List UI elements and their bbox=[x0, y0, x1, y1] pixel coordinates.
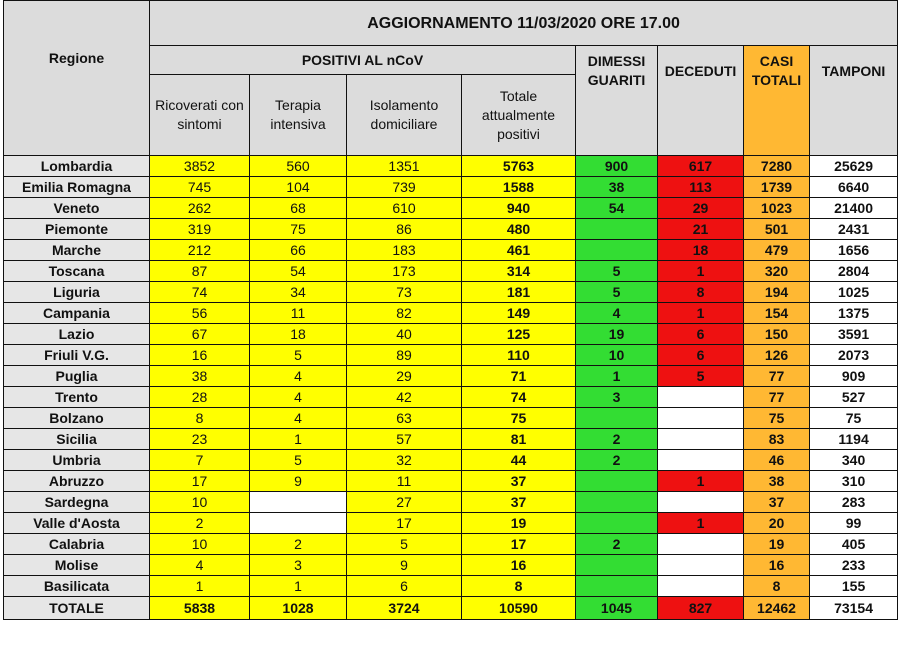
cell-isolamento: 89 bbox=[347, 345, 462, 366]
table-row bbox=[4, 303, 898, 324]
table-row bbox=[4, 555, 898, 576]
cell-tamponi: 310 bbox=[810, 471, 898, 492]
cell-casi: 320 bbox=[744, 261, 810, 282]
cell-dimessi: 900 bbox=[576, 156, 658, 177]
ricoverati-header: Ricoverati con sintomi bbox=[150, 75, 250, 156]
cell-dimessi: 2 bbox=[576, 450, 658, 471]
cell-deceduti bbox=[658, 576, 744, 597]
cell-isolamento: 32 bbox=[347, 450, 462, 471]
cell-terapia: 34 bbox=[250, 282, 347, 303]
cell-isolamento: 1351 bbox=[347, 156, 462, 177]
total-terapia: 1028 bbox=[250, 597, 347, 620]
cell-regione: Marche bbox=[4, 240, 150, 261]
cell-tamponi: 25629 bbox=[810, 156, 898, 177]
cell-ricoverati: 67 bbox=[150, 324, 250, 345]
cell-tamponi: 3591 bbox=[810, 324, 898, 345]
cell-tamponi: 405 bbox=[810, 534, 898, 555]
cell-totale: 480 bbox=[462, 219, 576, 240]
cell-dimessi bbox=[576, 240, 658, 261]
cell-ricoverati: 4 bbox=[150, 555, 250, 576]
cell-totale: 16 bbox=[462, 555, 576, 576]
table-row bbox=[4, 261, 898, 282]
cell-ricoverati: 56 bbox=[150, 303, 250, 324]
cell-regione: Lombardia bbox=[4, 156, 150, 177]
cell-dimessi: 10 bbox=[576, 345, 658, 366]
cell-deceduti bbox=[658, 555, 744, 576]
cell-tamponi: 283 bbox=[810, 492, 898, 513]
casi-header: CASI TOTALI bbox=[744, 46, 810, 156]
cell-isolamento: 5 bbox=[347, 534, 462, 555]
cell-tamponi: 1656 bbox=[810, 240, 898, 261]
cell-ricoverati: 8 bbox=[150, 408, 250, 429]
table-row bbox=[4, 576, 898, 597]
cell-deceduti bbox=[658, 408, 744, 429]
cell-dimessi: 5 bbox=[576, 261, 658, 282]
cell-deceduti: 18 bbox=[658, 240, 744, 261]
total-ricoverati: 5838 bbox=[150, 597, 250, 620]
cell-dimessi bbox=[576, 219, 658, 240]
cell-casi: 77 bbox=[744, 366, 810, 387]
total-dimessi: 1045 bbox=[576, 597, 658, 620]
total-deceduti: 827 bbox=[658, 597, 744, 620]
cell-tamponi: 6640 bbox=[810, 177, 898, 198]
regione-header: Regione bbox=[4, 1, 150, 156]
cell-casi: 150 bbox=[744, 324, 810, 345]
cell-terapia: 2 bbox=[250, 534, 347, 555]
cell-regione: Bolzano bbox=[4, 408, 150, 429]
cell-totale: 5763 bbox=[462, 156, 576, 177]
cell-ricoverati: 10 bbox=[150, 492, 250, 513]
cell-tamponi: 21400 bbox=[810, 198, 898, 219]
cell-terapia bbox=[250, 513, 347, 534]
cell-dimessi: 3 bbox=[576, 387, 658, 408]
cell-regione: Piemonte bbox=[4, 219, 150, 240]
cell-deceduti bbox=[658, 492, 744, 513]
cell-dimessi: 2 bbox=[576, 429, 658, 450]
cell-casi: 38 bbox=[744, 471, 810, 492]
cell-tamponi: 2073 bbox=[810, 345, 898, 366]
table-row bbox=[4, 387, 898, 408]
cell-terapia: 9 bbox=[250, 471, 347, 492]
cell-terapia: 75 bbox=[250, 219, 347, 240]
cell-deceduti: 6 bbox=[658, 324, 744, 345]
table-row bbox=[4, 513, 898, 534]
cell-casi: 19 bbox=[744, 534, 810, 555]
table-row bbox=[4, 471, 898, 492]
table-row bbox=[4, 408, 898, 429]
cell-regione: Sicilia bbox=[4, 429, 150, 450]
cell-isolamento: 29 bbox=[347, 366, 462, 387]
cell-tamponi: 155 bbox=[810, 576, 898, 597]
cell-totale: 461 bbox=[462, 240, 576, 261]
cell-dimessi bbox=[576, 576, 658, 597]
cell-terapia: 3 bbox=[250, 555, 347, 576]
cell-regione: Liguria bbox=[4, 282, 150, 303]
cell-deceduti: 8 bbox=[658, 282, 744, 303]
cell-casi: 37 bbox=[744, 492, 810, 513]
cell-dimessi bbox=[576, 492, 658, 513]
cell-terapia: 5 bbox=[250, 345, 347, 366]
table-row bbox=[4, 282, 898, 303]
table-row bbox=[4, 534, 898, 555]
cell-totale: 940 bbox=[462, 198, 576, 219]
table-row bbox=[4, 198, 898, 219]
cell-casi: 20 bbox=[744, 513, 810, 534]
cell-deceduti: 1 bbox=[658, 261, 744, 282]
cell-casi: 7280 bbox=[744, 156, 810, 177]
cell-ricoverati: 262 bbox=[150, 198, 250, 219]
cell-tamponi: 527 bbox=[810, 387, 898, 408]
cell-regione: Toscana bbox=[4, 261, 150, 282]
cell-casi: 194 bbox=[744, 282, 810, 303]
cell-tamponi: 909 bbox=[810, 366, 898, 387]
cell-regione: Calabria bbox=[4, 534, 150, 555]
cell-isolamento: 27 bbox=[347, 492, 462, 513]
table-row bbox=[4, 429, 898, 450]
table-row bbox=[4, 219, 898, 240]
cell-regione: Trento bbox=[4, 387, 150, 408]
cell-ricoverati: 87 bbox=[150, 261, 250, 282]
cell-ricoverati: 3852 bbox=[150, 156, 250, 177]
cell-regione: Sardegna bbox=[4, 492, 150, 513]
table-row bbox=[4, 177, 898, 198]
cell-regione: Molise bbox=[4, 555, 150, 576]
cell-terapia: 54 bbox=[250, 261, 347, 282]
cell-totale: 17 bbox=[462, 534, 576, 555]
cell-terapia: 18 bbox=[250, 324, 347, 345]
positivi-group-header: POSITIVI AL nCoV bbox=[150, 46, 576, 75]
cell-terapia: 5 bbox=[250, 450, 347, 471]
cell-regione: Umbria bbox=[4, 450, 150, 471]
terapia-header: Terapia intensiva bbox=[250, 75, 347, 156]
totale-positivi-header: Totale attualmente positivi bbox=[462, 75, 576, 156]
cell-isolamento: 82 bbox=[347, 303, 462, 324]
cell-casi: 83 bbox=[744, 429, 810, 450]
cell-casi: 1023 bbox=[744, 198, 810, 219]
table-row bbox=[4, 156, 898, 177]
cell-isolamento: 183 bbox=[347, 240, 462, 261]
cell-tamponi: 99 bbox=[810, 513, 898, 534]
cell-casi: 16 bbox=[744, 555, 810, 576]
cell-isolamento: 63 bbox=[347, 408, 462, 429]
cell-deceduti: 6 bbox=[658, 345, 744, 366]
cell-dimessi: 19 bbox=[576, 324, 658, 345]
cell-casi: 8 bbox=[744, 576, 810, 597]
table-row bbox=[4, 240, 898, 261]
totals-row bbox=[4, 597, 898, 620]
cell-tamponi: 1375 bbox=[810, 303, 898, 324]
cell-deceduti: 1 bbox=[658, 471, 744, 492]
isolamento-header: Isolamento domiciliare bbox=[347, 75, 462, 156]
cell-ricoverati: 319 bbox=[150, 219, 250, 240]
cell-totale: 8 bbox=[462, 576, 576, 597]
cell-dimessi bbox=[576, 513, 658, 534]
cell-regione: Lazio bbox=[4, 324, 150, 345]
cell-dimessi: 1 bbox=[576, 366, 658, 387]
cell-regione: Basilicata bbox=[4, 576, 150, 597]
cell-totale: 71 bbox=[462, 366, 576, 387]
cell-dimessi: 4 bbox=[576, 303, 658, 324]
cell-dimessi bbox=[576, 555, 658, 576]
covid-report-table bbox=[3, 0, 898, 620]
cell-totale: 75 bbox=[462, 408, 576, 429]
cell-terapia: 11 bbox=[250, 303, 347, 324]
cell-totale: 181 bbox=[462, 282, 576, 303]
cell-tamponi: 340 bbox=[810, 450, 898, 471]
total-isolamento: 3724 bbox=[347, 597, 462, 620]
cell-terapia: 1 bbox=[250, 576, 347, 597]
cell-regione: Puglia bbox=[4, 366, 150, 387]
cell-isolamento: 57 bbox=[347, 429, 462, 450]
cell-terapia: 1 bbox=[250, 429, 347, 450]
cell-totale: 74 bbox=[462, 387, 576, 408]
cell-deceduti bbox=[658, 429, 744, 450]
page-title: AGGIORNAMENTO 11/03/2020 ORE 17.00 bbox=[150, 1, 898, 46]
dimessi-header: DIMESSI GUARITI bbox=[576, 46, 658, 156]
cell-deceduti bbox=[658, 534, 744, 555]
cell-dimessi: 54 bbox=[576, 198, 658, 219]
cell-dimessi: 2 bbox=[576, 534, 658, 555]
cell-isolamento: 17 bbox=[347, 513, 462, 534]
cell-casi: 75 bbox=[744, 408, 810, 429]
table-row bbox=[4, 492, 898, 513]
cell-regione: Campania bbox=[4, 303, 150, 324]
cell-deceduti: 21 bbox=[658, 219, 744, 240]
cell-ricoverati: 2 bbox=[150, 513, 250, 534]
cell-totale: 125 bbox=[462, 324, 576, 345]
cell-ricoverati: 16 bbox=[150, 345, 250, 366]
cell-tamponi: 75 bbox=[810, 408, 898, 429]
cell-deceduti: 5 bbox=[658, 366, 744, 387]
cell-tamponi: 1194 bbox=[810, 429, 898, 450]
cell-ricoverati: 74 bbox=[150, 282, 250, 303]
cell-ricoverati: 7 bbox=[150, 450, 250, 471]
cell-isolamento: 73 bbox=[347, 282, 462, 303]
cell-deceduti: 29 bbox=[658, 198, 744, 219]
cell-isolamento: 173 bbox=[347, 261, 462, 282]
cell-terapia: 4 bbox=[250, 387, 347, 408]
total-totale: 10590 bbox=[462, 597, 576, 620]
cell-terapia: 66 bbox=[250, 240, 347, 261]
cell-terapia: 68 bbox=[250, 198, 347, 219]
cell-totale: 44 bbox=[462, 450, 576, 471]
cell-dimessi: 38 bbox=[576, 177, 658, 198]
cell-totale: 81 bbox=[462, 429, 576, 450]
cell-ricoverati: 28 bbox=[150, 387, 250, 408]
cell-regione: Friuli V.G. bbox=[4, 345, 150, 366]
cell-tamponi: 1025 bbox=[810, 282, 898, 303]
table-row bbox=[4, 345, 898, 366]
cell-isolamento: 610 bbox=[347, 198, 462, 219]
cell-deceduti: 113 bbox=[658, 177, 744, 198]
cell-deceduti: 617 bbox=[658, 156, 744, 177]
cell-regione: Emilia Romagna bbox=[4, 177, 150, 198]
cell-ricoverati: 212 bbox=[150, 240, 250, 261]
total-regione: TOTALE bbox=[4, 597, 150, 620]
total-casi: 12462 bbox=[744, 597, 810, 620]
cell-ricoverati: 38 bbox=[150, 366, 250, 387]
cell-deceduti: 1 bbox=[658, 513, 744, 534]
cell-casi: 501 bbox=[744, 219, 810, 240]
cell-dimessi: 5 bbox=[576, 282, 658, 303]
cell-totale: 19 bbox=[462, 513, 576, 534]
cell-totale: 149 bbox=[462, 303, 576, 324]
cell-totale: 37 bbox=[462, 492, 576, 513]
cell-isolamento: 739 bbox=[347, 177, 462, 198]
cell-ricoverati: 745 bbox=[150, 177, 250, 198]
cell-terapia: 104 bbox=[250, 177, 347, 198]
cell-casi: 126 bbox=[744, 345, 810, 366]
covid-report-table-container bbox=[3, 0, 897, 670]
cell-casi: 1739 bbox=[744, 177, 810, 198]
cell-isolamento: 40 bbox=[347, 324, 462, 345]
cell-terapia: 4 bbox=[250, 408, 347, 429]
cell-deceduti bbox=[658, 387, 744, 408]
table-row bbox=[4, 450, 898, 471]
cell-totale: 1588 bbox=[462, 177, 576, 198]
table-row bbox=[4, 324, 898, 345]
cell-isolamento: 86 bbox=[347, 219, 462, 240]
cell-totale: 37 bbox=[462, 471, 576, 492]
cell-casi: 77 bbox=[744, 387, 810, 408]
cell-isolamento: 6 bbox=[347, 576, 462, 597]
cell-ricoverati: 23 bbox=[150, 429, 250, 450]
cell-terapia bbox=[250, 492, 347, 513]
cell-isolamento: 11 bbox=[347, 471, 462, 492]
cell-dimessi bbox=[576, 408, 658, 429]
deceduti-header: DECEDUTI bbox=[658, 46, 744, 156]
cell-regione: Valle d'Aosta bbox=[4, 513, 150, 534]
cell-isolamento: 42 bbox=[347, 387, 462, 408]
total-tamponi: 73154 bbox=[810, 597, 898, 620]
cell-tamponi: 233 bbox=[810, 555, 898, 576]
cell-isolamento: 9 bbox=[347, 555, 462, 576]
cell-ricoverati: 17 bbox=[150, 471, 250, 492]
cell-casi: 46 bbox=[744, 450, 810, 471]
cell-tamponi: 2804 bbox=[810, 261, 898, 282]
cell-terapia: 4 bbox=[250, 366, 347, 387]
region-rows bbox=[4, 156, 898, 620]
table-row bbox=[4, 366, 898, 387]
cell-dimessi bbox=[576, 471, 658, 492]
cell-terapia: 560 bbox=[250, 156, 347, 177]
cell-tamponi: 2431 bbox=[810, 219, 898, 240]
cell-totale: 110 bbox=[462, 345, 576, 366]
cell-casi: 479 bbox=[744, 240, 810, 261]
cell-ricoverati: 1 bbox=[150, 576, 250, 597]
cell-deceduti: 1 bbox=[658, 303, 744, 324]
cell-ricoverati: 10 bbox=[150, 534, 250, 555]
cell-deceduti bbox=[658, 450, 744, 471]
tamponi-header: TAMPONI bbox=[810, 46, 898, 156]
cell-casi: 154 bbox=[744, 303, 810, 324]
cell-regione: Veneto bbox=[4, 198, 150, 219]
cell-totale: 314 bbox=[462, 261, 576, 282]
cell-regione: Abruzzo bbox=[4, 471, 150, 492]
